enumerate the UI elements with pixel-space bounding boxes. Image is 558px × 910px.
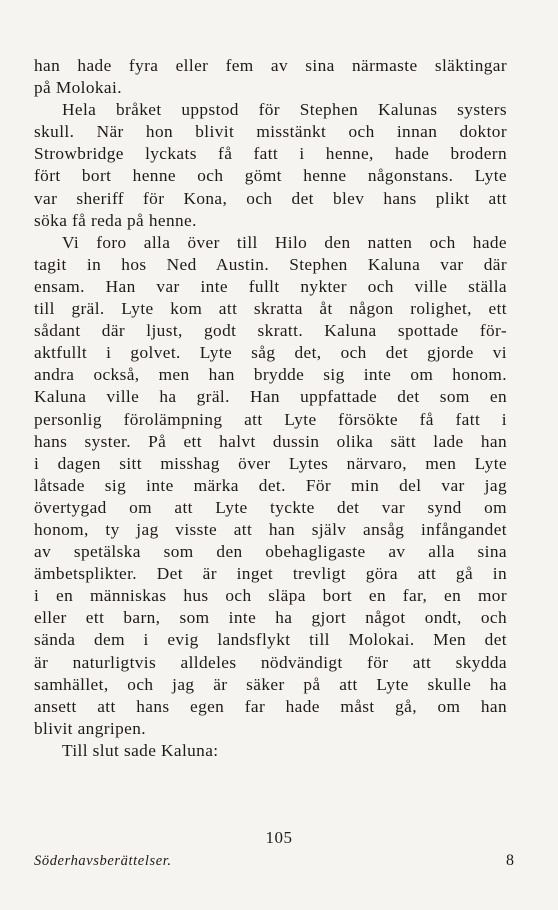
text-line: på Molokai.: [34, 78, 122, 98]
text-line: tagit in hos Ned Austin. Stephen Kaluna var där: [34, 254, 507, 274]
text-line: Strowbridge lyckats få fatt i henne, hade brodern: [34, 144, 507, 164]
text-line: samhället, och jag är säker på att Lyte skulle ha: [34, 674, 507, 694]
text-line: han hade fyra eller fem av sina närmaste släktingar: [34, 56, 507, 75]
text-line: blivit angripen.: [34, 718, 146, 738]
text-line: ensam. Han var inte fullt nykter och ville ställa: [34, 276, 507, 296]
text-line: skull. När hon blivit misstänkt och innan doktor: [34, 122, 507, 142]
body-text: [34, 55, 507, 762]
text-line: i en människas hus och släpa bort en far, en mor: [34, 586, 507, 606]
text-line: till gräl. Lyte kom att skratta åt någon rolighet, ett: [34, 299, 507, 319]
text-line: Hela bråket uppstod för Stephen Kalunas systers: [62, 100, 507, 120]
text-line: eller ett barn, som inte ha gjort något ondt, och: [34, 608, 507, 628]
text-line: Till slut sade Kaluna:: [62, 740, 219, 760]
text-line: andra också, men han brydde sig inte om honom.: [34, 365, 507, 385]
text-line: är naturligtvis alldeles nödvändigt för att skydda: [34, 652, 507, 672]
text-line: sända dem i evig landsflykt till Molokai. Men det: [34, 630, 507, 650]
text-line: Kaluna ville ha gräl. Han uppfattade det som en: [34, 387, 507, 407]
footer-book-title: Söderhavsberättelser.: [34, 853, 172, 869]
text-line: söka få reda på henne.: [34, 210, 197, 230]
text-line: Vi foro alla över till Hilo den natten och hade: [62, 232, 507, 252]
text-line: av spetälska som den obehagligaste av alla sina: [34, 542, 507, 562]
text-line: i dagen sitt misshag över Lytes närvaro, men Lyte: [34, 453, 507, 473]
text-line: ämbetsplikter. Det är inget trevligt göra att gå in: [34, 564, 507, 584]
signature-mark: 8: [506, 852, 514, 869]
text-line: övertygad om att Lyte tyckte det var synd om: [34, 497, 507, 517]
text-line: personlig förolämpning att Lyte försökte få fatt i: [34, 409, 507, 429]
text-line: sådant där ljust, godt skratt. Kaluna spottade för-: [34, 321, 507, 341]
text-line: ansett att hans egen far hade måst gå, om han: [34, 696, 507, 716]
page-number: 105: [265, 828, 293, 847]
text-line: aktfullt i golvet. Lyte såg det, och det gjorde vi: [34, 343, 507, 363]
text-line: honom, ty jag visste att han själv ansåg infångandet: [34, 519, 507, 539]
text-line: hans syster. På ett halvt dussin olika sätt lade han: [34, 431, 507, 451]
text-line: låtsade sig inte märka det. För min del var jag: [34, 475, 507, 495]
text-line: var sheriff för Kona, och det blev hans plikt att: [34, 188, 507, 208]
text-line: fört bort henne och gömt henne någonstans. Lyte: [34, 166, 507, 186]
